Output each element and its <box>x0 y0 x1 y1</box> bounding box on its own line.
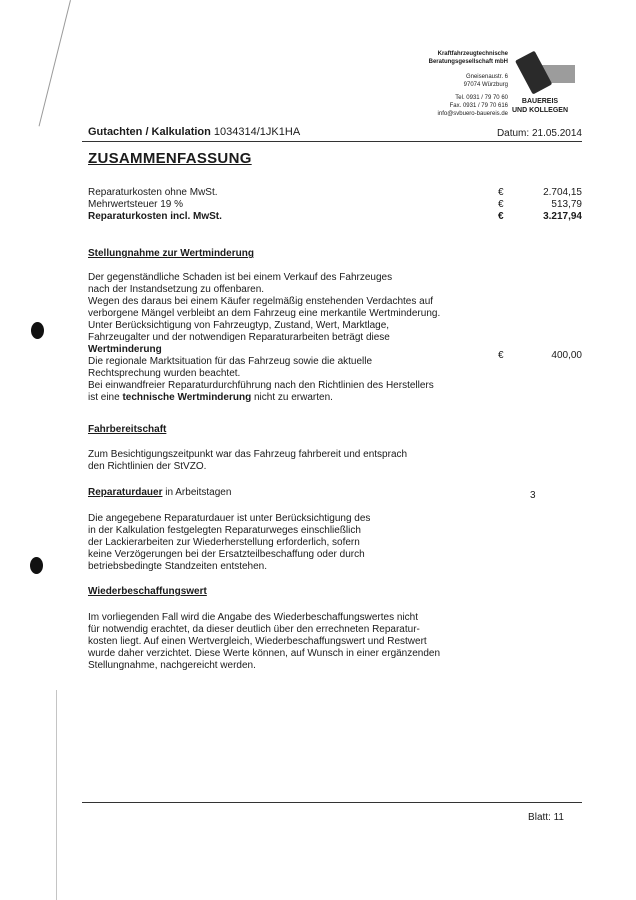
logo-text <box>500 97 580 115</box>
cost-currency-gross: € <box>498 211 504 222</box>
text-line: Fahrzeugalter und der notwendigen Reparaturarbeiten beträgt diese <box>88 332 390 343</box>
footer-divider <box>82 802 582 803</box>
cost-label-net: Reparaturkosten ohne MwSt. <box>88 187 218 198</box>
report-number: 1034314/1JK1HA <box>213 126 301 138</box>
cost-label-vat: Mehrwertsteuer 19 % <box>88 199 184 210</box>
section-heading-wertminderung: Stellungnahme zur Wertminderung <box>88 248 254 259</box>
technische-wertminderung-label: technische Wertminderung <box>122 392 252 403</box>
scan-edge-line-bottom <box>56 690 57 900</box>
wertminderung-currency: € <box>498 350 504 361</box>
paragraph-fahrbereitschaft <box>88 449 508 473</box>
report-date: Datum: 21.05.2014 <box>496 128 582 139</box>
text-line: wurde daher verzichtet. Diese Werte können, auf Wunsch in einer ergänzenden <box>88 648 441 659</box>
text-line: den Richtlinien der StVZO. <box>88 461 207 472</box>
reparaturdauer-value: 3 <box>530 490 536 501</box>
text-line: Rechtsprechung wurden beachtet. <box>88 368 241 379</box>
report-reference <box>88 126 300 138</box>
text-line: in der Kalkulation festgelegten Reparaturweges einschließlich <box>88 525 361 536</box>
text-line: Bei einwandfreier Reparaturdurchführung nach den Richtlinien des Herstellers <box>88 380 434 391</box>
text-line: Stellungnahme, nachgereicht werden. <box>88 660 256 671</box>
address-email: info@svbuero-bauereis.de <box>437 111 508 117</box>
company-address <box>380 73 508 118</box>
company-line2: Beratungsgesellschaft mbH <box>428 59 508 65</box>
header-divider <box>82 141 582 142</box>
cost-currency-vat: € <box>498 199 504 210</box>
text-line: verborgene Mängel verbleibt an dem Fahrzeug eine merkantile Wertminderung. <box>88 308 441 319</box>
text-line: kosten liegt. Auf einen Wertvergleich, Wiederbeschaffungswert und Restwert <box>88 636 427 647</box>
paragraph-reparaturdauer <box>88 513 508 573</box>
text-line: Wegen des daraus bei einem Käufer regelmäßig enstehenden Verdachtes auf <box>88 296 434 307</box>
punch-hole-bottom <box>30 557 43 574</box>
text-line: nach der Instandsetzung zu offenbaren. <box>88 284 265 295</box>
section-heading-fahrbereitschaft: Fahrbereitschaft <box>88 424 167 435</box>
logo-line2: UND KOLLEGEN <box>512 107 568 114</box>
address-tel: Tel. 0931 / 79 70 60 <box>455 95 508 101</box>
text-line: Unter Berücksichtigung von Fahrzeugtyp, Zustand, Wert, Marktlage, <box>88 320 390 331</box>
address-city: 97074 Würzburg <box>463 82 508 88</box>
cost-label-gross: Reparaturkosten incl. MwSt. <box>88 211 222 222</box>
report-label: Gutachten / Kalkulation <box>88 126 211 138</box>
wertminderung-label: Wertminderung <box>88 344 162 355</box>
scan-edge-line <box>39 0 71 126</box>
section-heading-reparaturdauer: Reparaturdauer <box>88 487 163 498</box>
text-fragment: ist eine <box>88 392 123 403</box>
text-line: für notwendig erachtet, da dieser deutlich über den errechneten Reparatur- <box>88 624 420 635</box>
punch-hole-top <box>31 322 44 339</box>
company-line1: Kraftfahrzeugtechnische <box>437 51 508 57</box>
page-number: Blatt: 11 <box>528 812 564 823</box>
reparaturdauer-suffix: in Arbeitstagen <box>162 487 232 498</box>
page-title: ZUSAMMENFASSUNG <box>88 150 252 167</box>
company-name <box>340 50 508 66</box>
text-line: betriebsbedingte Standzeiten entstehen. <box>88 561 268 572</box>
cost-amount-net: 2.704,15 <box>543 187 582 198</box>
address-street: Gneisenaustr. 6 <box>465 74 508 80</box>
text-line: Zum Besichtigungszeitpunkt war das Fahrzeug fahrbereit und entsprach <box>88 449 408 460</box>
text-line: Die angegebene Reparaturdauer ist unter Berücksichtigung des <box>88 513 371 524</box>
text-line: Die regionale Marktsituation für das Fahrzeug sowie die aktuelle <box>88 356 373 367</box>
paragraph-wertminderung <box>88 272 508 404</box>
text-line <box>88 392 508 404</box>
cost-currency-net: € <box>498 187 504 198</box>
text-fragment: nicht zu erwarten. <box>251 392 333 403</box>
cost-amount-vat: 513,79 <box>551 199 582 210</box>
company-logo-icon <box>513 47 577 95</box>
cost-amount-gross: 3.217,94 <box>543 211 582 222</box>
text-line: Der gegenständliche Schaden ist bei einem Verkauf des Fahrzeuges <box>88 272 393 283</box>
section-reparaturdauer <box>88 487 231 498</box>
address-fax: Fax. 0931 / 79 70 616 <box>449 103 508 109</box>
section-heading-wiederbeschaffungswert: Wiederbeschaffungswert <box>88 586 207 597</box>
text-line: keine Verzögerungen bei der Ersatzteilbeschaffung oder durch <box>88 549 365 560</box>
paragraph-wiederbeschaffungswert <box>88 612 518 672</box>
wertminderung-amount: 400,00 <box>551 350 582 361</box>
text-line: der Lackierarbeiten zur Wiederherstellung erforderlich, sofern <box>88 537 360 548</box>
text-line: Im vorliegenden Fall wird die Angabe des Wiederbeschaffungswertes nicht <box>88 612 418 623</box>
logo-line1: BAUEREIS <box>521 98 559 105</box>
